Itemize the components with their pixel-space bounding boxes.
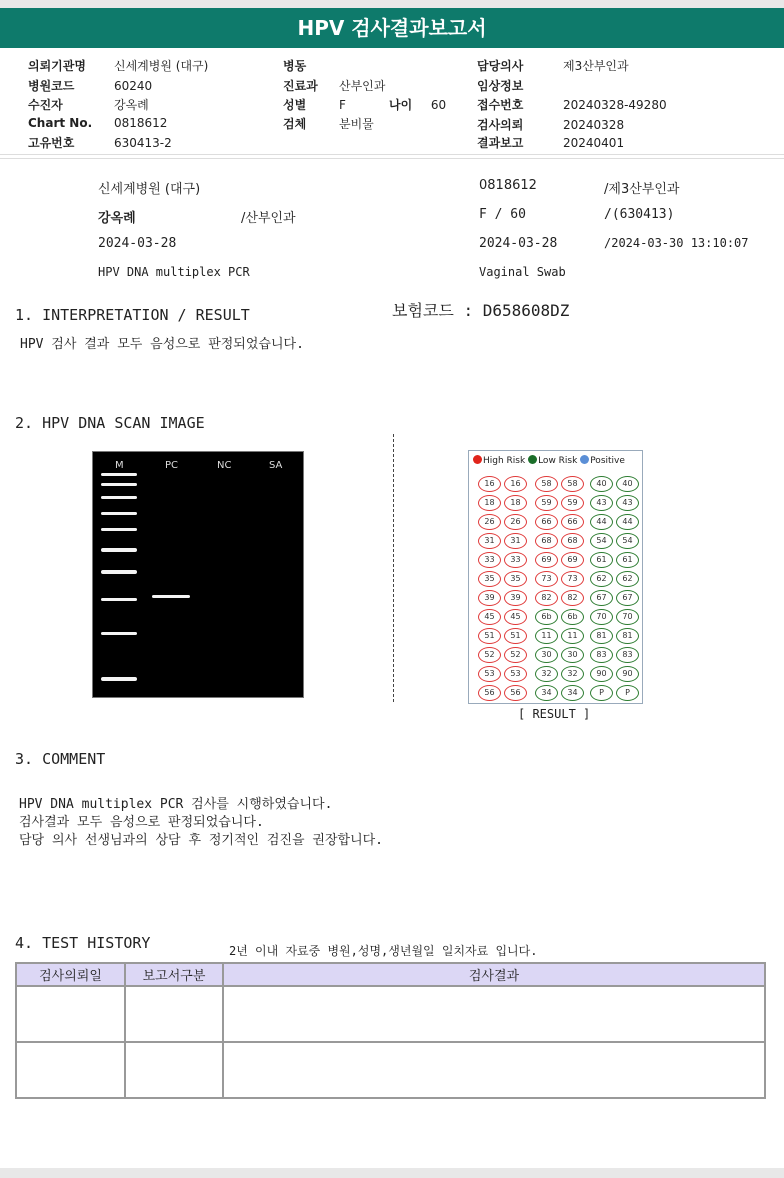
legend-high: High Risk — [483, 456, 526, 466]
comment-line-1: HPV DNA multiplex PCR 검사를 시행하였습니다. — [19, 797, 333, 812]
header-value: 강옥례 — [114, 98, 149, 112]
table-row — [16, 986, 765, 1042]
hpv-chip-result — [468, 450, 643, 704]
chip-spot: 83 — [616, 647, 639, 663]
table-cell — [223, 986, 765, 1042]
chip-spot: 16 — [478, 476, 501, 492]
result-caption: [ RESULT ] — [518, 707, 591, 721]
table-cell — [16, 986, 125, 1042]
header-value: 20240328 — [563, 118, 625, 132]
ladder-band — [101, 528, 137, 531]
col-request-date: 검사의뢰일 — [16, 963, 125, 986]
patient-chart: 0818612 — [479, 178, 537, 193]
section1-title: 1. INTERPRETATION / RESULT — [15, 306, 250, 324]
chip-spot: 66 — [535, 514, 558, 530]
legend-low: Low Risk — [538, 456, 578, 466]
ladder-band — [101, 512, 137, 515]
chip-spot: 11 — [561, 628, 584, 644]
header-field — [28, 116, 167, 130]
header-field — [477, 134, 624, 151]
header-value: 제3산부인과 — [563, 59, 629, 73]
header-label: 병동 — [283, 59, 307, 73]
chip-spot: 18 — [478, 495, 501, 511]
chip-spot: 35 — [478, 571, 501, 587]
header-label: 접수번호 — [477, 98, 524, 112]
chip-spot: 32 — [561, 666, 584, 682]
chip-spot: 40 — [616, 476, 639, 492]
chip-spot: 90 — [616, 666, 639, 682]
ladder-band — [101, 632, 137, 635]
header-label: 검사의뢰 — [477, 118, 524, 132]
section3-title: 3. COMMENT — [15, 750, 106, 768]
header-value: 분비물 — [339, 117, 374, 131]
header-field — [28, 134, 172, 151]
gel-lane-m: M — [115, 460, 124, 471]
ladder-band — [101, 483, 137, 486]
header-field — [283, 115, 374, 132]
header-label: 의뢰기관명 — [28, 59, 86, 73]
chip-spot: 70 — [616, 609, 639, 625]
gel-lane-pc: PC — [165, 460, 179, 471]
chip-spot: 34 — [561, 685, 584, 701]
header-value: 630413-2 — [114, 136, 172, 150]
chip-spot: 69 — [561, 552, 584, 568]
chip-spot: 26 — [504, 514, 527, 530]
age-label: 나이 — [389, 98, 413, 112]
chip-spot: 6b — [535, 609, 558, 625]
ladder-band — [101, 473, 137, 476]
chip-spot: 26 — [478, 514, 501, 530]
header-field — [477, 57, 629, 74]
chip-spot: 52 — [478, 647, 501, 663]
header-value: 20240401 — [563, 136, 625, 150]
chip-spot: 16 — [504, 476, 527, 492]
table-cell — [223, 1042, 765, 1098]
chip-spot: 54 — [590, 533, 613, 549]
ladder-band — [101, 548, 137, 552]
chip-spot: 30 — [535, 647, 558, 663]
history-note: 2년 이내 자료중 병원,성명,생년월일 일치자료 입니다. — [229, 944, 538, 958]
patient-dept2: /산부인과 — [241, 211, 296, 226]
divider-dashed — [393, 434, 394, 702]
chip-spot: 51 — [478, 628, 501, 644]
header-label: 고유번호 — [28, 136, 75, 150]
chip-spot: 39 — [478, 590, 501, 606]
bottom-strip — [0, 1168, 784, 1178]
patient-date3: /2024-03-30 13:10:07 — [604, 236, 749, 250]
chip-spot: 33 — [478, 552, 501, 568]
chip-spot: 67 — [590, 590, 613, 606]
chip-spot: 81 — [590, 628, 613, 644]
history-table — [15, 962, 766, 1099]
chip-spot: 59 — [561, 495, 584, 511]
chip-spot: 61 — [616, 552, 639, 568]
header-label: 성별 — [283, 98, 307, 112]
chip-spot: 52 — [504, 647, 527, 663]
chip-spot: 32 — [535, 666, 558, 682]
chip-spot: 68 — [535, 533, 558, 549]
header-value: 60240 — [114, 79, 153, 93]
table-cell — [16, 1042, 125, 1098]
table-row — [16, 1042, 765, 1098]
age-value: 60 — [430, 98, 447, 112]
chip-spot: 67 — [616, 590, 639, 606]
chip-spot: 43 — [616, 495, 639, 511]
patient-dept: /제3산부인과 — [604, 182, 680, 197]
chip-spot: 44 — [616, 514, 639, 530]
chip-spot: 82 — [561, 590, 584, 606]
header-field — [28, 57, 208, 74]
low-risk-dot-icon — [528, 455, 537, 464]
section1-result: HPV 검사 결과 모두 음성으로 판정되었습니다. — [20, 337, 304, 352]
header-label: 담당의사 — [477, 59, 524, 73]
chip-spot: 51 — [504, 628, 527, 644]
header-label: Chart No. — [28, 116, 93, 130]
chip-spot: 81 — [616, 628, 639, 644]
chip-spot: 70 — [590, 609, 613, 625]
section2-title: 2. HPV DNA SCAN IMAGE — [15, 414, 205, 432]
chip-spot: 44 — [590, 514, 613, 530]
positive-dot-icon — [580, 455, 589, 464]
chip-spot: 53 — [478, 666, 501, 682]
chip-spot: 59 — [535, 495, 558, 511]
header-field — [283, 57, 339, 74]
table-cell — [125, 986, 223, 1042]
chip-spot: 62 — [616, 571, 639, 587]
comment-line-2: 검사결과 모두 음성으로 판정되었습니다. — [19, 815, 264, 830]
ladder-band — [101, 496, 137, 499]
header-label: 결과보고 — [477, 136, 524, 150]
header-label: 수진자 — [28, 98, 63, 112]
chip-spot: 68 — [561, 533, 584, 549]
chip-spot: 61 — [590, 552, 613, 568]
chip-spot: 58 — [561, 476, 584, 492]
col-report-type: 보고서구분 — [125, 963, 223, 986]
patient-date1: 2024-03-28 — [98, 236, 177, 251]
chip-spot: 62 — [590, 571, 613, 587]
chip-spot: 66 — [561, 514, 584, 530]
header-field — [477, 77, 563, 94]
col-result: 검사결과 — [223, 963, 765, 986]
chip-spot: 58 — [535, 476, 558, 492]
header-field — [283, 77, 385, 94]
chip-spot: 54 — [616, 533, 639, 549]
chip-spot: 53 — [504, 666, 527, 682]
header-value: 산부인과 — [339, 79, 386, 93]
table-cell — [125, 1042, 223, 1098]
patient-test: HPV DNA multiplex PCR — [98, 265, 250, 279]
section4-title: 4. TEST HISTORY — [15, 934, 151, 952]
gel-image — [92, 451, 304, 698]
chip-spot: 43 — [590, 495, 613, 511]
history-header-row — [16, 963, 765, 986]
chip-spot: 90 — [590, 666, 613, 682]
patient-hospital: 신세계병원 (대구) — [98, 182, 201, 197]
chip-spot: 45 — [504, 609, 527, 625]
patient-specimen: Vaginal Swab — [479, 265, 566, 279]
chip-spot: 73 — [535, 571, 558, 587]
chip-spot: 69 — [535, 552, 558, 568]
gel-lane-nc: NC — [217, 460, 232, 471]
insurance-code: 보험코드 : D658608DZ — [392, 301, 570, 320]
patient-date2: 2024-03-28 — [479, 236, 558, 251]
header-label: 검체 — [283, 117, 307, 131]
pc-band — [152, 595, 190, 598]
comment-line-3: 담당 의사 선생님과의 상담 후 정기적인 검진을 권장합니다. — [19, 833, 384, 848]
chip-spot: 30 — [561, 647, 584, 663]
header-field — [28, 77, 152, 94]
chip-spot: 56 — [478, 685, 501, 701]
header-value: F — [339, 98, 346, 112]
chip-spot: 45 — [478, 609, 501, 625]
age-field — [389, 96, 446, 113]
chip-spot: P — [616, 685, 639, 701]
header-value: 신세계병원 (대구) — [114, 59, 209, 73]
header-field — [283, 96, 346, 113]
chip-spot: 35 — [504, 571, 527, 587]
chip-spot: 31 — [478, 533, 501, 549]
header-label: 임상정보 — [477, 79, 524, 93]
high-risk-dot-icon — [473, 455, 482, 464]
patient-sex-age: F / 60 — [479, 207, 526, 222]
chip-spot: 31 — [504, 533, 527, 549]
header-value: 20240328-49280 — [563, 98, 667, 112]
chip-spot: P — [590, 685, 613, 701]
header-label: 병원코드 — [28, 79, 75, 93]
ladder-band — [101, 598, 137, 601]
header-field — [477, 96, 667, 113]
chip-spot: 82 — [535, 590, 558, 606]
report-title: HPV 검사결과보고서 — [0, 8, 784, 48]
header-field — [28, 96, 149, 113]
chip-spot: 40 — [590, 476, 613, 492]
chip-spot: 6b — [561, 609, 584, 625]
chip-spot: 39 — [504, 590, 527, 606]
ladder-band — [101, 677, 137, 681]
gel-lane-sa: SA — [269, 460, 283, 471]
chip-spot: 34 — [535, 685, 558, 701]
chip-spot: 83 — [590, 647, 613, 663]
chip-spot: 56 — [504, 685, 527, 701]
header-field — [477, 116, 624, 133]
top-strip — [0, 0, 784, 8]
legend-positive: Positive — [590, 456, 625, 466]
chip-legend — [473, 455, 625, 466]
chip-spot: 33 — [504, 552, 527, 568]
header-value: 0818612 — [114, 116, 168, 130]
chip-spot: 18 — [504, 495, 527, 511]
patient-id: /(630413) — [604, 207, 675, 222]
header-label: 진료과 — [283, 79, 318, 93]
chip-spot: 11 — [535, 628, 558, 644]
patient-name: 강옥례 — [98, 211, 136, 226]
header-separator — [0, 154, 784, 159]
chip-spot: 73 — [561, 571, 584, 587]
ladder-band — [101, 570, 137, 574]
